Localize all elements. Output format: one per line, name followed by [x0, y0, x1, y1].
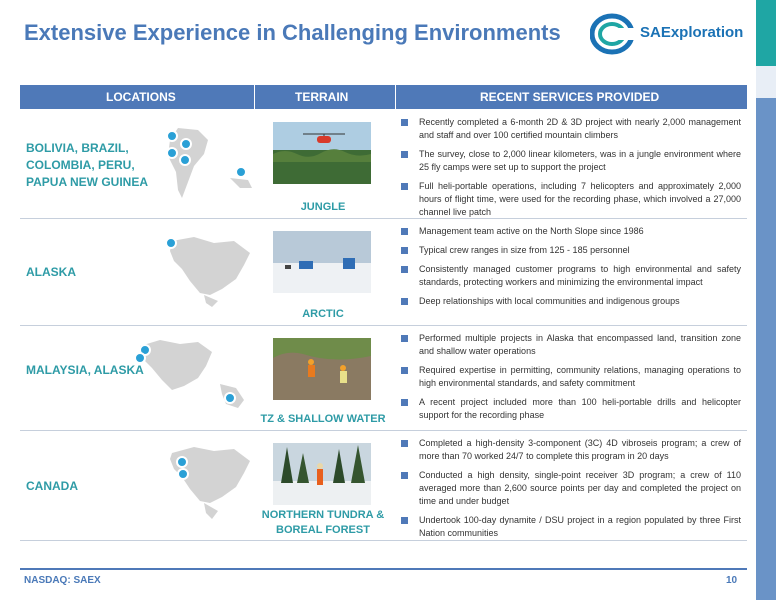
- table-row: [20, 219, 747, 326]
- list-item: Typical crew ranges in size from 125 - 185 personnel: [401, 244, 741, 257]
- location-map: [160, 124, 256, 204]
- table-header: [20, 85, 747, 109]
- side-band-light: [756, 66, 776, 98]
- services-list: [401, 116, 741, 225]
- list-item: Performed multiple projects in Alaska that encompassed land, transition zone and shallow water operations: [401, 332, 741, 358]
- list-item: Required expertise in permitting, community relations, managing operations to high environmental standards, and safety commitment: [401, 364, 741, 390]
- side-band-teal: [756, 0, 776, 66]
- list-item: Management team active on the North Slope since 1986: [401, 225, 741, 238]
- terrain-photo: [273, 122, 371, 184]
- logo-text: SAExploration: [640, 24, 744, 41]
- services-list: [401, 332, 741, 428]
- terrain-label-line1: NORTHERN TUNDRA &: [261, 509, 385, 521]
- services-list: [401, 437, 741, 546]
- location-map: [160, 439, 256, 523]
- header-terrain: TERRAIN: [295, 90, 349, 104]
- side-decoration-band: [756, 0, 776, 600]
- location-map: [160, 231, 256, 311]
- table-row: [20, 326, 747, 431]
- terrain-photo: [273, 231, 371, 293]
- terrain-photo: [273, 338, 371, 400]
- header-services: RECENT SERVICES PROVIDED: [480, 90, 660, 104]
- list-item: A recent project included more than 100 heli-portable drills and helicopter support for the recording phase: [401, 396, 741, 422]
- table-row: [20, 431, 747, 541]
- list-item: Deep relationships with local communities and indigenous groups: [401, 295, 741, 308]
- logo-swirl-icon: [590, 12, 640, 56]
- location-label: BOLIVIA, BRAZIL, COLOMBIA, PERU, PAPUA NEW GUINEA: [26, 141, 149, 189]
- footer-divider: [20, 568, 747, 570]
- services-list: [401, 225, 741, 314]
- list-item: Completed a high-density 3-component (3C) 4D vibroseis program; a crew of more than 70 worked 24/7 to complete this program in 20 days: [401, 437, 741, 463]
- list-item: Undertook 100-day dynamite / DSU project in a region populated by three First Nation communities: [401, 514, 741, 540]
- terrain-label: [248, 508, 398, 538]
- location-label: CANADA: [26, 479, 78, 493]
- location-map: [132, 334, 252, 420]
- terrain-photo: [273, 443, 371, 505]
- list-item: Recently completed a 6-month 2D & 3D project with nearly 2,000 management and staff and over 100 certified mountain climbers: [401, 116, 741, 142]
- list-item: Conducted a high density, single-point receiver 3D program; a crew of 110 averaged more than 2,600 source points per day and completed the project on time and under budget: [401, 469, 741, 508]
- page-title: Extensive Experience in Challenging Environments: [24, 20, 561, 45]
- location-label: ALASKA: [26, 265, 76, 279]
- page-number: 10: [726, 575, 738, 586]
- list-item: Consistently managed customer programs to high environmental and safety standards, protecting workers and minimizing the environmental impact: [401, 263, 741, 289]
- header-locations: LOCATIONS: [106, 90, 176, 104]
- location-label: MALAYSIA, ALASKA: [26, 363, 144, 377]
- footer-ticker: NASDAQ: SAEX: [24, 575, 101, 586]
- table-row: [20, 110, 747, 219]
- terrain-label-line2: BOREAL FOREST: [276, 524, 370, 536]
- list-item: Full heli-portable operations, including 7 helicopters and approximately 2,000 hours of flight time, were used for the recording phase, which involved a 27,000 channel live patch: [401, 180, 741, 219]
- company-logo: [590, 12, 744, 56]
- list-item: The survey, close to 2,000 linear kilometers, was in a jungle environment where 25 fly camps were set up to support the project: [401, 148, 741, 174]
- terrain-label: ARCTIC: [302, 308, 344, 320]
- terrain-label: JUNGLE: [300, 201, 346, 213]
- terrain-label: TZ & SHALLOW WATER: [260, 413, 386, 425]
